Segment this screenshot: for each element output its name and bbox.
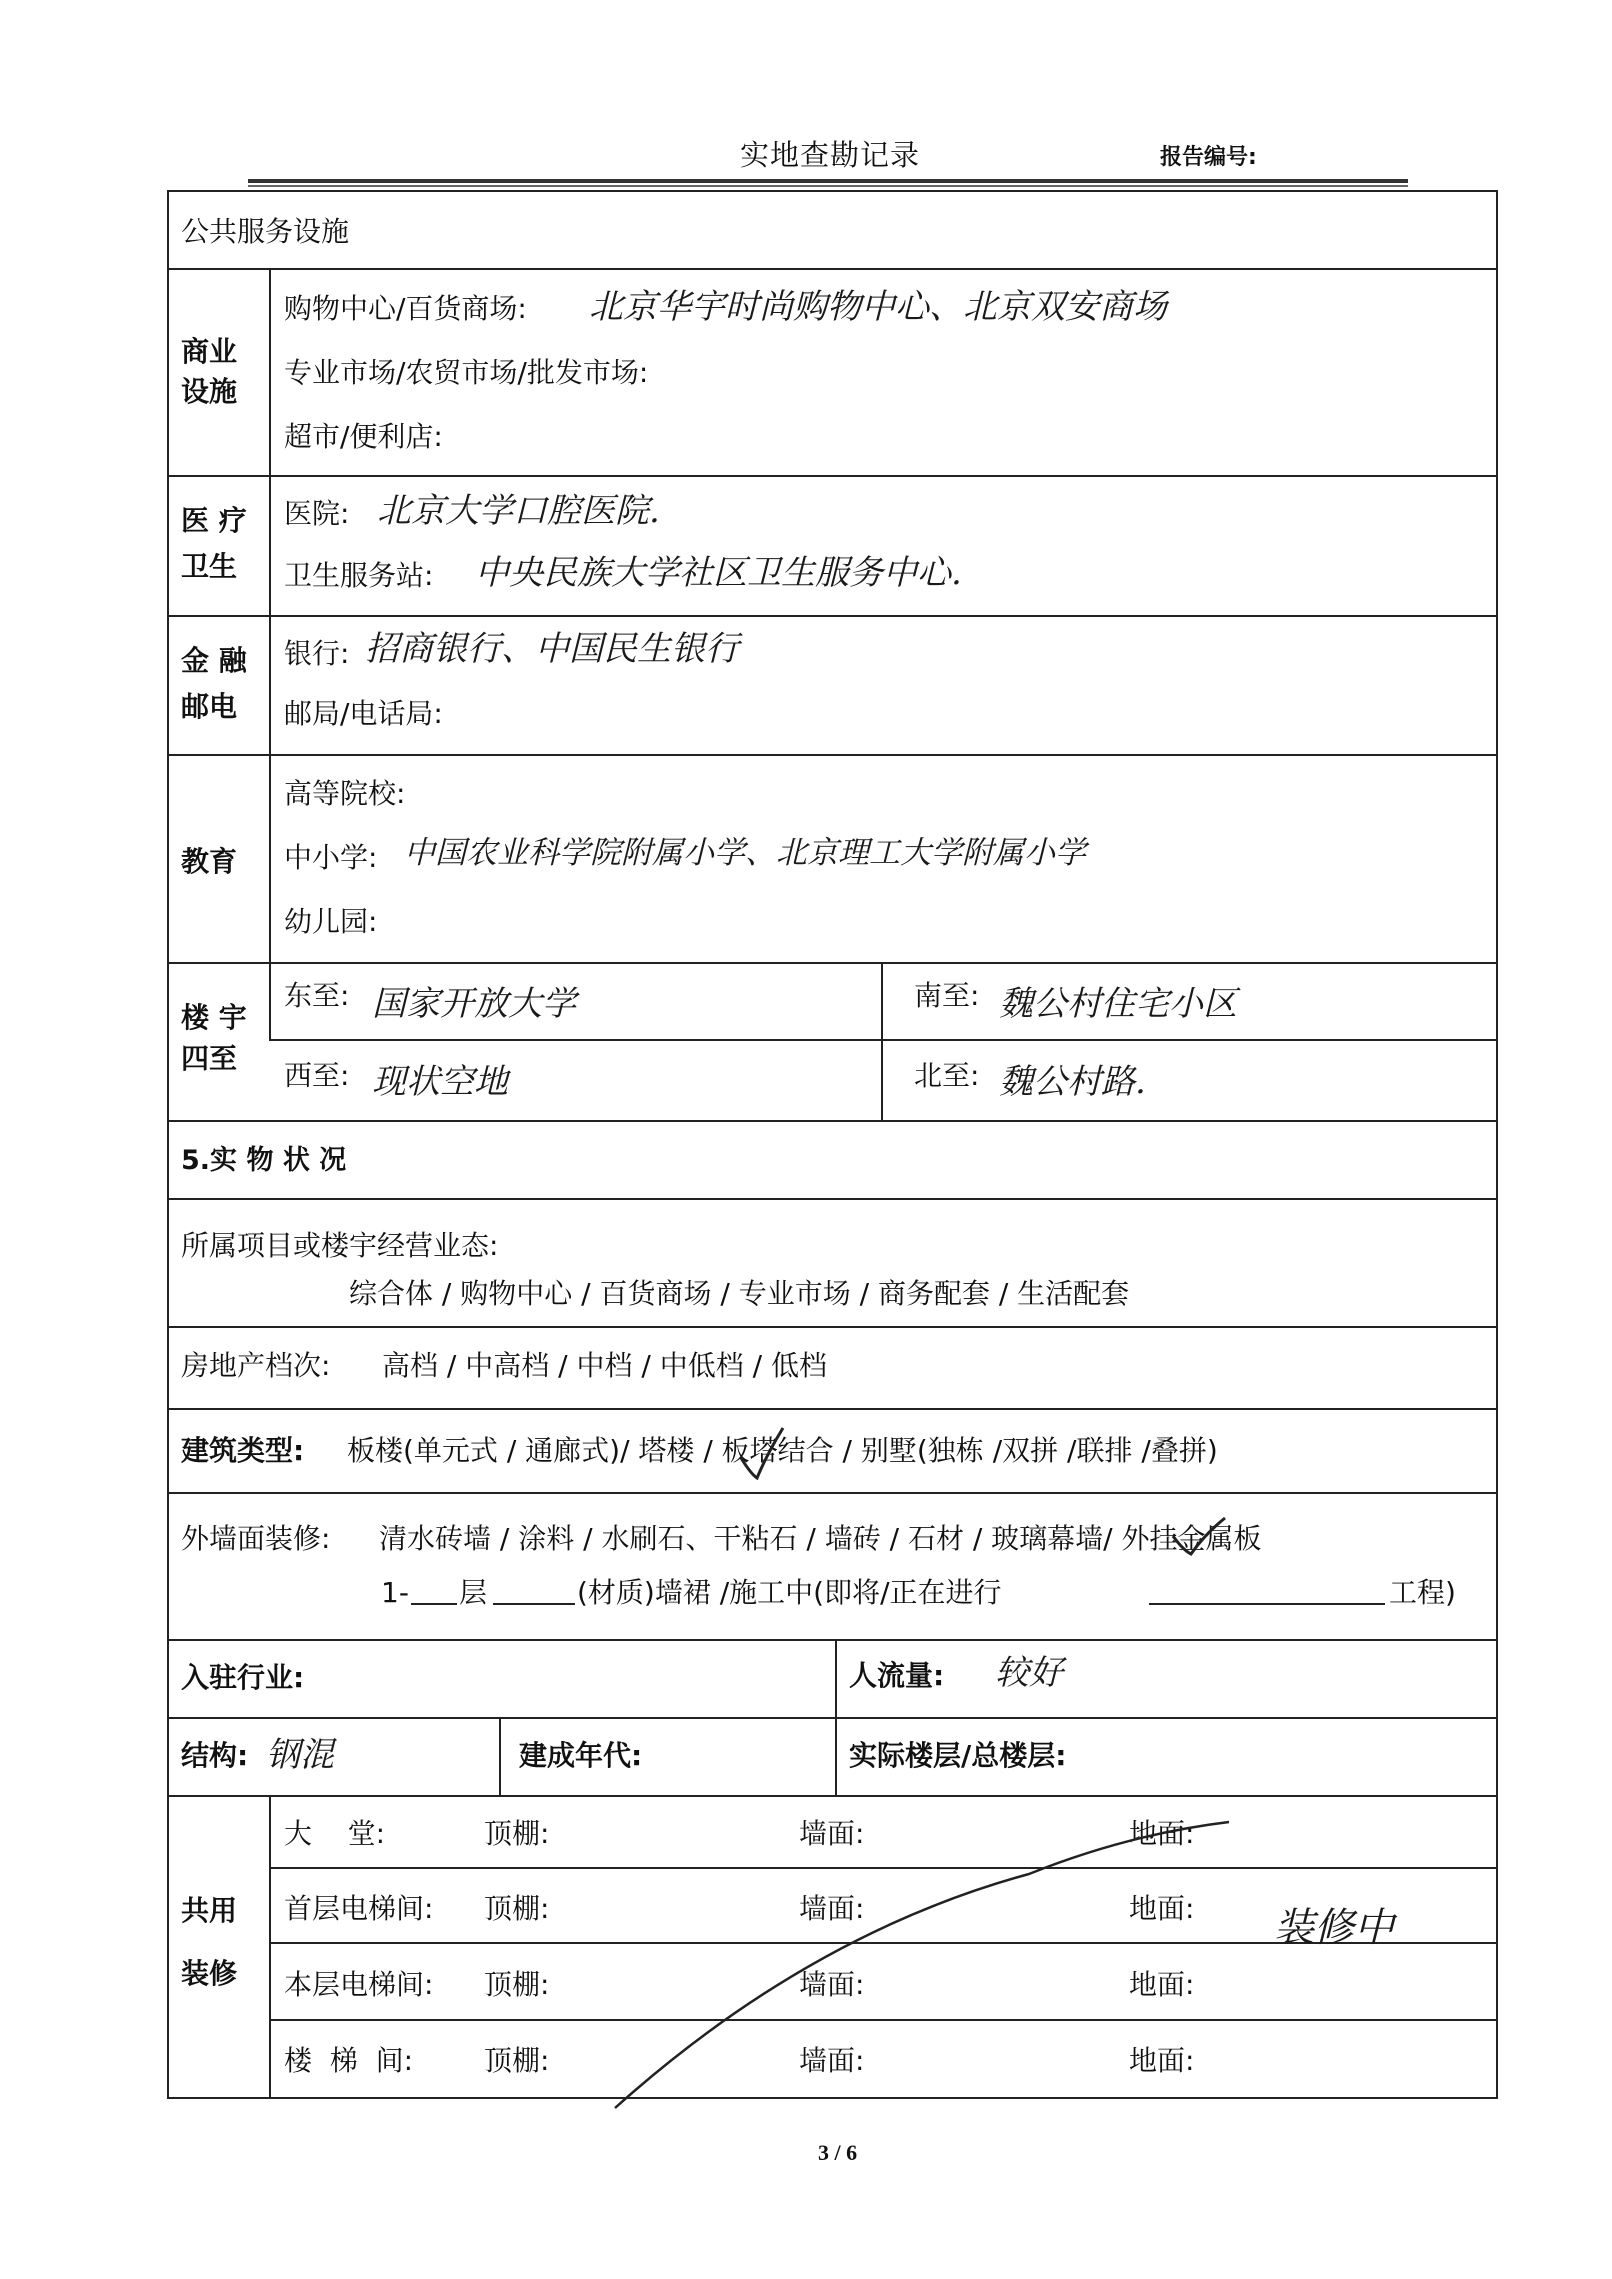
row-divider [169,475,1496,477]
boundaries-label-2: 四至 [181,1042,238,1075]
this-floor-elevator-label: 本层电梯间: [284,1968,434,2001]
wall-label: 墙面: [799,1817,865,1850]
bank-value: 招商银行、中国民生银行 [365,629,739,669]
west-value: 现状空地 [372,1062,508,1102]
page-number: 3 / 6 [818,2140,858,2165]
report-number-label: 报告编号: [1160,145,1257,170]
section-title-public: 公共服务设施 [181,215,350,248]
wall-label: 墙面: [799,2044,865,2077]
south-label: 南至: [914,979,980,1012]
first-floor-elevator-label: 首层电梯间: [284,1892,434,1925]
floors-label: 实际楼层/总楼层: [849,1739,1067,1772]
finance-label-2: 邮电 [181,690,238,723]
ceiling-label: 顶棚: [484,1968,550,2001]
row-divider [169,1120,1496,1122]
strike-through-line [609,1814,1249,2114]
grade-options: 高档 / 中高档 / 中档 / 中低档 / 低档 [382,1349,827,1382]
row-divider [169,1408,1496,1410]
column-divider [499,1717,501,1795]
ceiling-label: 顶棚: [484,1817,550,1850]
education-label: 教育 [181,845,238,878]
college-label: 高等院校: [284,777,406,810]
column-divider [835,1639,837,1795]
school-label: 中小学: [284,841,378,874]
traffic-value: 较好 [995,1653,1063,1693]
row-divider [169,1198,1496,1200]
shared-decoration-label-2: 装修 [181,1957,238,1990]
market-label: 专业市场/农贸市场/批发市场: [284,356,649,389]
facade-label: 外墙面装修: [181,1522,331,1555]
row-divider [169,1639,1496,1641]
health-station-value: 中央民族大学社区卫生服务中心. [475,553,962,593]
row-divider [169,1326,1496,1328]
page-title: 实地查勘记录 [740,138,921,172]
south-value: 魏公村住宅小区 [999,984,1237,1024]
section-title-physical: 5.实 物 状 况 [181,1145,347,1176]
stairwell-label: 楼 梯 间: [284,2044,414,2077]
wall-label: 墙面: [799,1892,865,1925]
row-divider [169,1717,1496,1719]
mall-value: 北京华宇时尚购物中心、北京双安商场 [589,287,1167,327]
floor-blank [411,1577,457,1605]
post-office-label: 邮局/电话局: [284,697,443,730]
year-built-label: 建成年代: [519,1739,643,1772]
project-blank [1149,1577,1385,1605]
kindergarten-label: 幼儿园: [284,905,378,938]
east-label: 东至: [284,979,350,1012]
hospital-value: 北京大学口腔医院. [377,491,660,531]
traffic-label: 人流量: [849,1659,945,1692]
grade-label: 房地产档次: [181,1349,331,1382]
hospital-label: 医院: [284,497,350,530]
row-divider [169,615,1496,617]
commercial-label: 商业 [181,335,238,368]
shared-decoration-label: 共用 [181,1894,238,1927]
decoration-note: 装修中 [1274,1905,1394,1951]
checkmark-glass-curtain [1169,1514,1229,1558]
facade-floor-suffix: 层 [459,1576,488,1609]
floor-label: 地面: [1129,2044,1195,2077]
header-rule-thin [248,185,1408,187]
ceiling-label: 顶棚: [484,1892,550,1925]
facade-floor-prefix: 1- [381,1576,409,1609]
industry-label: 入驻行业: [181,1661,305,1694]
row-divider [169,1492,1496,1494]
north-label: 北至: [914,1059,980,1092]
lobby-label: 大 堂: [284,1817,386,1850]
school-value: 中国农业科学院附属小学、北京理工大学附属小学 [404,835,1086,871]
facade-project-suffix: 工程) [1389,1576,1456,1609]
north-value: 魏公村路. [999,1062,1146,1102]
building-type-label: 建筑类型: [181,1434,305,1467]
material-blank [493,1577,575,1605]
facade-options: 清水砖墙 / 涂料 / 水刷石、干粘石 / 墙砖 / 石材 / 玻璃幕墙/ 外挂金属板 [379,1522,1262,1555]
column-divider [269,268,271,1040]
floor-label: 地面: [1129,1892,1195,1925]
mall-label: 购物中心/百货商场: [284,292,527,325]
bank-label: 银行: [284,637,350,670]
facade-construction: (材质)墙裙 /施工中(即将/正在进行 [577,1576,1002,1609]
wall-label: 墙面: [799,1968,865,2001]
west-label: 西至: [284,1059,350,1092]
building-type-options: 板楼(单元式 / 通廊式)/ 塔楼 / 板塔结合 / 别墅(独栋 /双拼 /联排 /叠拼) [347,1434,1218,1467]
medical-label-2: 卫生 [181,550,238,583]
column-divider [269,1795,271,2097]
floor-label: 地面: [1129,1817,1195,1850]
east-value: 国家开放大学 [372,984,576,1024]
row-divider [169,962,1496,964]
medical-label: 医 疗 [181,504,247,537]
supermarket-label: 超市/便利店: [284,420,443,453]
structure-label: 结构: [181,1739,249,1772]
business-type-label: 所属项目或楼宇经营业态: [181,1229,499,1262]
boundaries-label: 楼 宇 [181,1001,247,1034]
commercial-label-2: 设施 [181,375,238,408]
finance-label: 金 融 [181,644,247,677]
business-type-options: 综合体 / 购物中心 / 百货商场 / 专业市场 / 商务配套 / 生活配套 [349,1277,1130,1310]
column-divider [881,962,883,1120]
ceiling-label: 顶棚: [484,2044,550,2077]
structure-value: 钢混 [266,1735,334,1775]
row-divider [169,268,1496,270]
checkmark-tower [737,1424,787,1484]
floor-label: 地面: [1129,1968,1195,2001]
header-rule [248,179,1408,183]
row-divider [169,1795,1496,1797]
row-divider [169,754,1496,756]
survey-form [167,190,1498,2099]
health-station-label: 卫生服务站: [284,559,434,592]
